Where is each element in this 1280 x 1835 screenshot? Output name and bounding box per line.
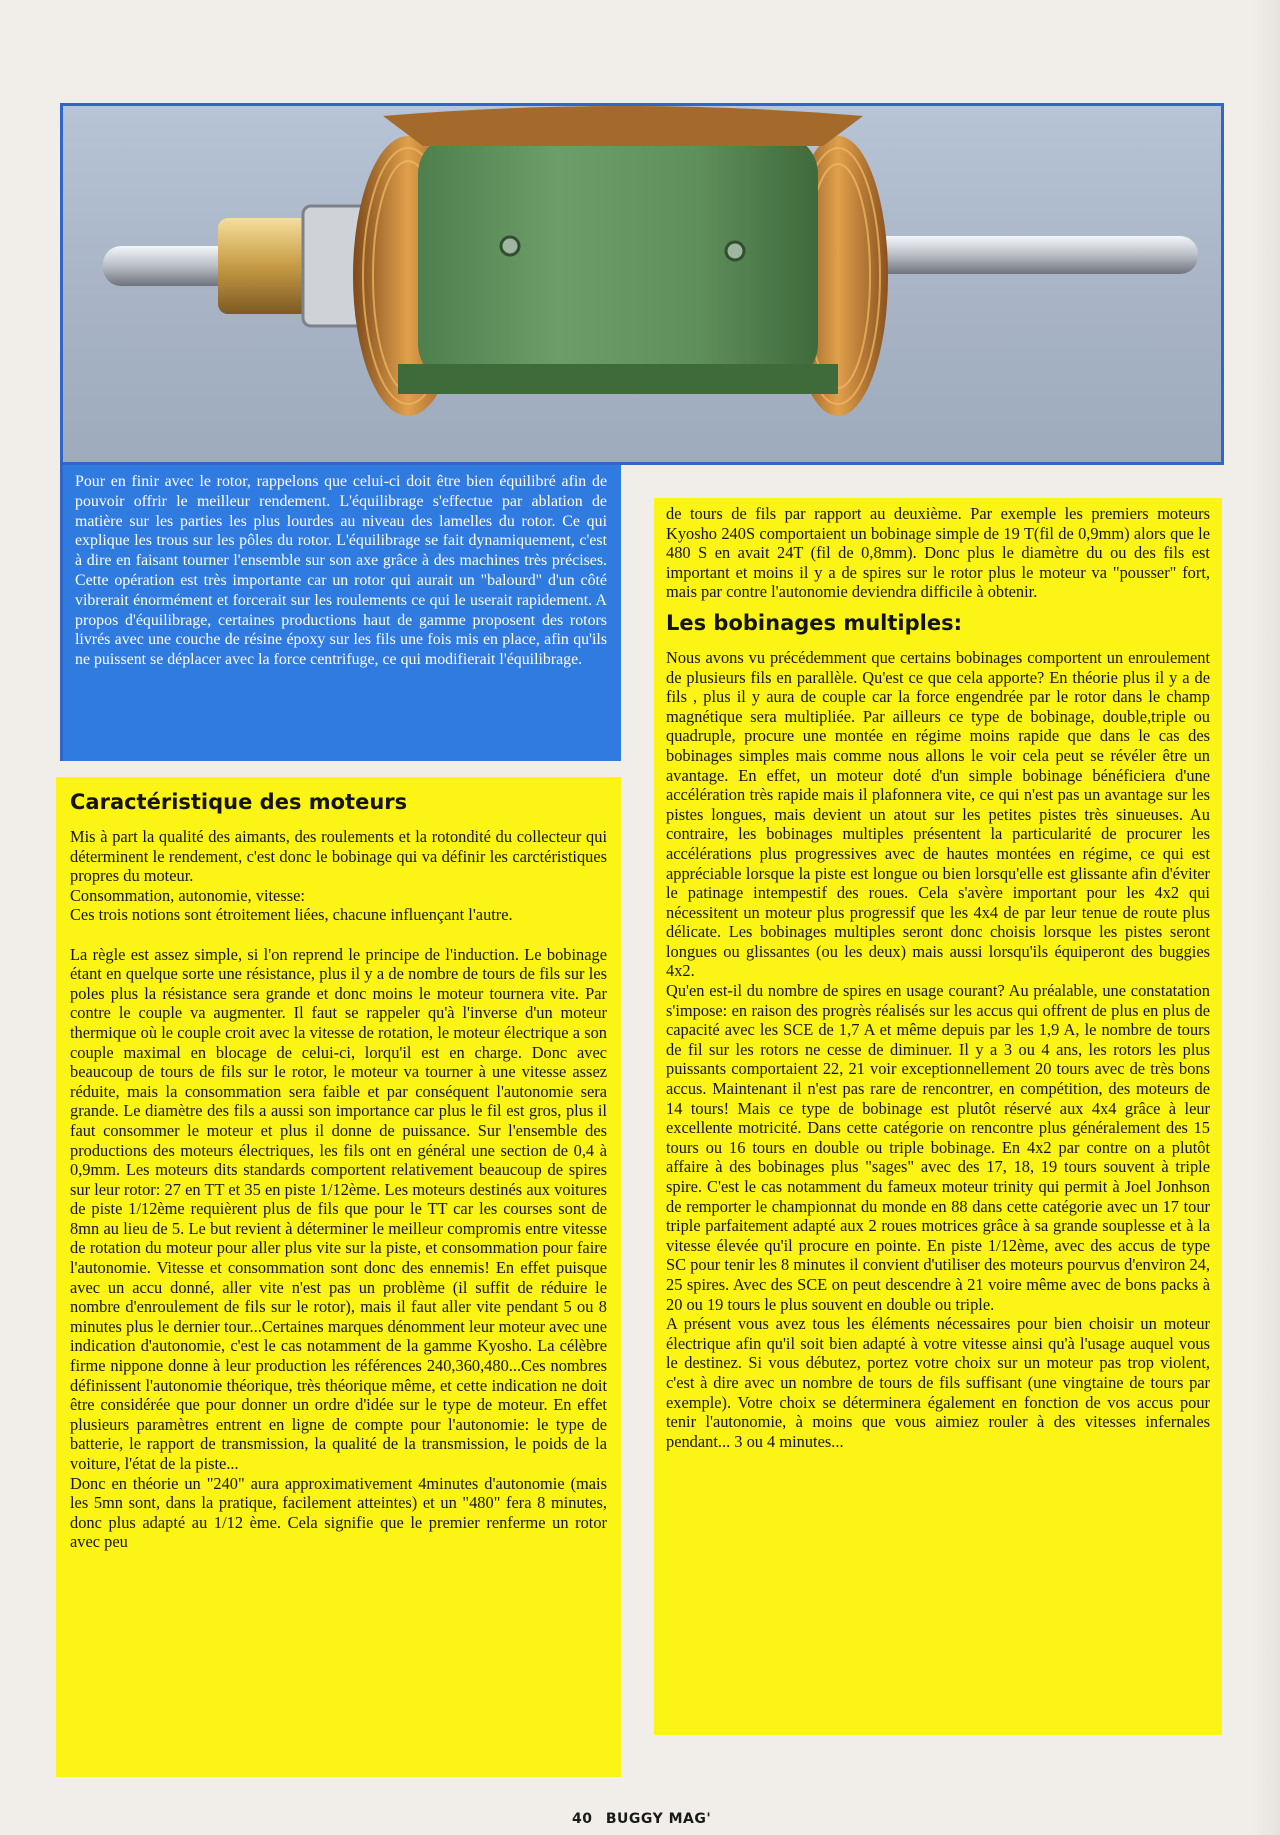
photo-caption [60,465,621,761]
page-number: 40 [572,1811,593,1827]
right-column-intro: de tours de fils par rapport au deuxième. Par exemple les premiers moteurs Kyosho 240S comportaient un bobinage simple de 19 T(fil de 0,9mm) alors que le 480 S en avait 24T (fil de 0,8mm). Donc plus le diamètre du ou des fils est important et moins il y a de spires sur le rotor plus le moteur va "pousser" fort, mais par contre l'autonomie deviendra difficile à obtenir. [666,504,1210,602]
rotor-illustration [63,106,1221,462]
left-column [56,777,621,1777]
armature-stack [418,134,818,384]
left-column-text: Mis à part la qualité des aimants, des roulements et la rotondité du collecteur qui déterminent le rendement, c'est donc le bobinage qui va définir les carctéristiques propres du moteur. Consommation, autonomie, vitesse: Ces trois notions sont étroitement liées, chacune influençant l'autre. La règle est assez simple, si l'on reprend le principe de l'induction. Le bobinage étant en quelque sorte une résistance, plus il y a de nombre de tours de fils sur les poles plus la résistance sera grande et donc moins le moteur tournera vite. Par contre le couple va augmenter. Il faut se rappeler qu'à l'inverse d'un moteur thermique où le couple croit avec la vitesse de rotation, le moteur électrique a son couple maximal en blocage de celui-ci, lorqu'il est en charge. Donc avec beaucoup de tours de fils sur le rotor, le moteur va tourner à une vitesse assez réduite, mais la consommation sera faible et par conséquent l'autonomie sera grande. Le diamètre des fils a aussi son importance car plus le fil est gros, plus il faut consommer le moteur et plus il donne de puissance. Sur l'ensemble des productions des moteurs électriques, les fils ont en général une section de 0,4 à 0,9mm. Les moteurs dits standards comportent relativement beaucoup de spires sur leur rotor: 27 en TT et 35 en piste 1/12ème. Les moteurs destinés aux voitures de piste 1/12ème requièrent plus de fils que pour le TT car les courses sont de 8mn au lieu de 5. Le but revient à déterminer le meilleur compromis entre vitesse de rotation du moteur pour aller plus vite sur la piste, et consommation pour faire l'autonomie. Vitesse et consommation sont donc des ennemis! En effet puisque avec un accu donné, aller vite n'est pas un problème (il suffit de réduire le nombre d'enroulement de fils sur le rotor), mais il faut aller vite pendant 5 ou 8 minutes plus le dernier tour...Certaines marques dénomment leur moteur avec une indication d'autonomie, c'est le cas notamment de la gamme Kyosho. La célèbre firme nippone donne à leur production les références 240,360,480...Ces nombres définissent l'autonomie théorique, très théorique même, et cette indication ne doit être considérée que pour donner un ordre d'idée sur le type de moteur. En effet plusieurs paramètres entrent en ligne de compte pour l'autonomie: le type de batterie, le rapport de transmission, la qualité de la transmission, le poids de la voiture, l'état de la piste... Donc en théorie un "240" aura approximativement 4minutes d'autonomie (mais les 5mn sont, dans la pratique, facilement atteintes) et un "480" fera 8 minutes, donc plus adapté au 1/12 ème. Cela signifie que le premier renferme un rotor avec peu [70,827,607,1552]
balancing-hole [726,242,744,260]
section-heading-motor-characteristics: Caractéristique des moteurs [70,790,408,814]
right-column-text: Nous avons vu précédemment que certains bobinages comportent un enroulement de plusieurs fils en parallèle. Qu'est ce que cela apporte? En théorie plus il y a de fils , plus il y aura de couple car la force engendrée par le rotor dans le champ magnétique sera multipliée. Par ailleurs ce type de bobinage, double,triple ou quadruple, procure une montée en régime moins rapide que dans le cas des bobinages simples mais comme nous allons le voir cela peut se révéler être un avantage. En effet, un moteur doté d'un simple bobinage bénéficiera d'une accélération très rapide mais il plafonnera vite, ce qui n'est pas un avantage sur les pistes longues, mais devient un atout sur les petites pistes très sinueuses. Au contraire, les bobinages multiples présentent la particularité de procurer les accélérations plus progressives avec de hautes montées en régime, ce qui est appréciable lorsque la piste est longue ou bien lorsqu'elle est glissante afin d'éviter le patinage intempestif des roues. Cela s'avère important pour les 4x2 qui nécessitent un moteur plus progressif que les 4x4 de par leur tenue de route plus délicate. Les bobinages multiples seront donc choisis lorsque les pistes seront longues ou glissantes (ou les deux) mais aussi lorsqu'ils équiperont des buggies 4x2. Qu'en est-il du nombre de spires en usage courant? Au préalable, une constatation s'impose: en raison des progrès réalisés sur les accus qui offrent de plus en plus de capacité avec les SCE de 1,7 A et même depuis par les 1,9 A, le nombre de tours de fil sur les rotors ne cesse de diminuer. Il y a 3 ou 4 ans, les rotors les plus puissants comportaient 22, 21 voir exceptionnellement 20 tours avec de très bons accus. Maintenant il n'est pas rare de rencontrer, en compétition, des moteurs de 14 tours! Mais ce type de bobinage est plutôt réservé aux 4x4 grâce à leur excellente motricité. Dans cette catégorie on rencontre plus généralement des 15 tours ou 16 tours en double ou triple bobinage. En 4x2 par contre on a plutôt affaire à des bobinages plus "sages" avec des 17, 18, 19 tours souvent à triple spire. C'est le cas notamment du fameux moteur trinity qui permit à Joel Jonhson de remporter le championnat du monde en 88 dans cette catégorie avec un 17 tour triple parfaitement adapté aux 2 roues motrices grâce à sa grande souplesse et à la vitesse élevée qu'il procure en pointe. En piste 1/12ème, avec des accus de type SC pour tenir les 8 minutes il convient d'utiliser des moteurs pourvus d'environ 24, 25 spires. Avec des SCE on peut descendre à 21 voire même avec de bons packs à 20 ou 19 tours le plus souvent en double ou triple. A présent vous avez tous les éléments nécessaires pour bien choisir un moteur électrique afin qu'il soit bien adapté à votre vitesse ainsi qu'à l'usage auquel vous le destinez. Si vous débutez, portez votre choix sur un moteur pas trop violent, c'est à dire avec un nombre de tours de fils suffisant (une vingtaine de tours par exemple). Votre choix se déterminera également en fonction de vos accus pour tenir l'autonomie, à moins que vous aimiez rouler à des vitesses infernales pendant... 3 ou 4 minutes... [666,647,1210,1451]
section-heading-multiple-windings: Les bobinages multiples: [666,610,962,635]
shaft-right [868,236,1198,274]
caption-text: Pour en finir avec le rotor, rappelons que celui-ci doit être bien équilibré afin de pouvoir offrir le meilleur rendement. L'équilibrage s'effectue par ablation de matière sur les parties les plus lourdes au niveau des lamelles du rotor. Ce qui explique les trous sur les pôles du rotor. L'équilibrage se fait dynamiquement, c'est à dire en faisant tourner l'ensemble sur son axe grâce à des machines très précises. Cette opération est très importante car un rotor qui aurait un "balourd" d'un côté vibrerait énormément et forcerait sur les roulements ce qui le userait rapidement. A propos d'équilibrage, certaines productions haut de gamme proposent des rotors livrés avec une couche de résine époxy sur les fils une fois mis en place, afin qu'ils ne puissent se déplacer avec la force centrifuge, ce qui modifierait l'équilibrage. [75,473,607,669]
balancing-hole [501,237,519,255]
rotor-photo [60,103,1224,465]
magazine-name: BUGGY MAG' [605,1811,712,1827]
page-edge [1252,0,1280,1835]
right-column [654,498,1222,1735]
page-footer [572,1811,719,1827]
